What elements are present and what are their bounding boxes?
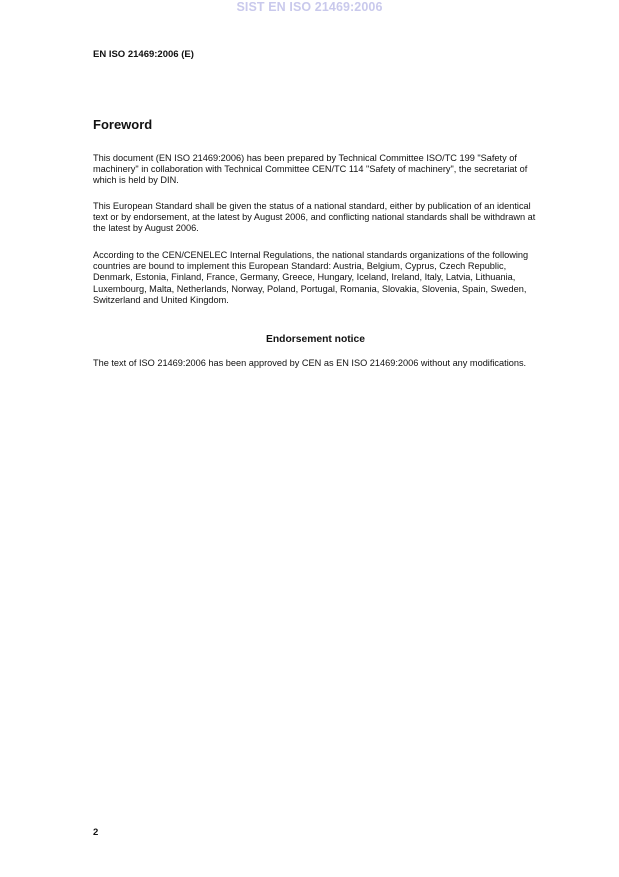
foreword-paragraph-2: This European Standard shall be given the status of a national standard, either by publication of an identical text or by endorsement, at the latest by August 2006, and conflicting national standards shall be withdrawn at the latest by August 2006. [93, 201, 536, 234]
watermark: SIST EN ISO 21469:2006 [236, 0, 383, 14]
endorsement-notice-text: The text of ISO 21469:2006 has been approved by CEN as EN ISO 21469:2006 without any modifications. [93, 358, 527, 368]
document-id-header: EN ISO 21469:2006 (E) [93, 49, 194, 60]
page-number: 2 [93, 827, 99, 838]
endorsement-notice-heading: Endorsement notice [266, 334, 365, 345]
foreword-heading: Foreword [93, 117, 153, 132]
foreword-paragraph-3: According to the CEN/CENELEC Internal Regulations, the national standards organizations of the following countries are bound to implement this European Standard: Austria, Belgium, Cyprus, Czech Republic, Denmark, Estonia, Finland, France, Germany, Greece, Hungary, Iceland, Ireland, Italy, Latvia, Lithuania, Luxembourg, Malta, Netherlands, Norway, Poland, Portugal, Romania, Slovakia, Slovenia, Spain, Sweden, Switzerland and United Kingdom. [93, 250, 529, 305]
foreword-paragraph-1: This document (EN ISO 21469:2006) has been prepared by Technical Committee ISO/TC 199 "Safety of machinery" in collaboration with Technical Committee CEN/TC 114 "Safety of machinery", the secretariat of which is held by DIN. [93, 153, 528, 186]
